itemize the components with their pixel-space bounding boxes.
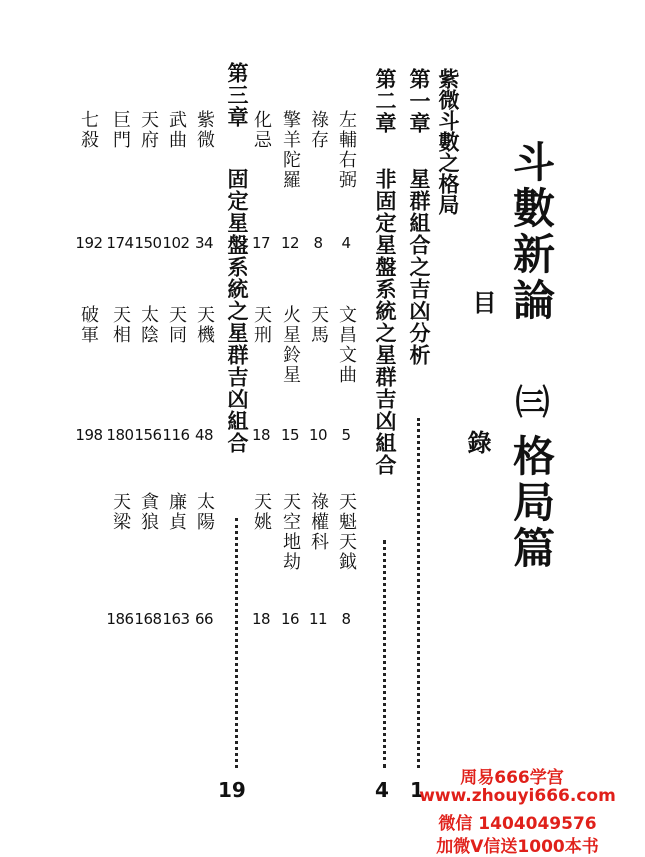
ch2-page-18a: 18 — [251, 426, 271, 444]
ch2-item-擎羊陀羅: 擎羊陀羅 — [280, 110, 301, 190]
ch3-item-巨門: 巨門 — [110, 110, 131, 150]
ch2-page-12: 12 — [280, 234, 300, 252]
ch3-item-天梁: 天梁 — [110, 492, 131, 532]
ch2-page-8a: 8 — [341, 610, 351, 628]
ch2-page-10: 10 — [308, 426, 328, 444]
chapter1-page: 1 — [410, 778, 424, 802]
chapter2-page: 4 — [375, 778, 389, 802]
ch3-item-貪狼: 貪狼 — [138, 492, 159, 532]
ch3-item-武曲: 武曲 — [166, 110, 187, 150]
chapter3-leader — [235, 518, 238, 768]
chapter2-leader — [383, 540, 386, 768]
ch2-page-5: 5 — [341, 426, 351, 444]
ch2-item-天姚: 天姚 — [251, 492, 272, 532]
chapter1-leader — [417, 418, 420, 768]
chapter3-page: 19 — [218, 778, 246, 802]
toc-heading-lu: 錄 — [463, 430, 491, 454]
ch3-item-七殺: 七殺 — [78, 110, 99, 150]
ch3-page-34: 34 — [194, 234, 214, 252]
ch3-page-48: 48 — [194, 426, 214, 444]
chapter1-title: 星群組合之吉凶分析 — [407, 168, 431, 366]
ch3-item-天府: 天府 — [138, 110, 159, 150]
ch3-item-天相: 天相 — [110, 305, 131, 345]
ch2-page-8b: 8 — [313, 234, 323, 252]
ch3-page-163: 163 — [162, 610, 190, 628]
watermark-line2: www.zhouyi666.com — [419, 786, 616, 806]
ch3-page-156: 156 — [134, 426, 162, 444]
book-title: 斗數新論 — [507, 140, 556, 324]
chapter1-label: 第一章 — [407, 68, 431, 134]
ch3-page-192: 192 — [75, 234, 103, 252]
ch2-page-16: 16 — [280, 610, 300, 628]
ch2-item-天刑: 天刑 — [251, 305, 272, 345]
ch3-page-198: 198 — [75, 426, 103, 444]
chapter1-section: 紫微斗數之格局 — [436, 68, 460, 215]
ch3-item-紫微: 紫微 — [194, 110, 215, 150]
ch3-page-186: 186 — [106, 610, 134, 628]
ch3-page-180: 180 — [106, 426, 134, 444]
ch3-page-168: 168 — [134, 610, 162, 628]
ch2-item-天馬: 天馬 — [308, 305, 329, 345]
watermark-line3: 微信 1404049576 — [438, 814, 597, 834]
ch2-item-文昌文曲: 文昌文曲 — [336, 305, 357, 385]
ch3-item-破軍: 破軍 — [78, 305, 99, 345]
ch2-page-18b: 18 — [251, 610, 271, 628]
ch3-page-102: 102 — [162, 234, 190, 252]
ch3-item-廉貞: 廉貞 — [166, 492, 187, 532]
ch3-page-66: 66 — [194, 610, 214, 628]
ch3-item-天機: 天機 — [194, 305, 215, 345]
book-subtitle: 格局篇 — [507, 434, 556, 572]
ch2-item-火星鈴星: 火星鈴星 — [280, 305, 301, 385]
ch2-page-11: 11 — [308, 610, 328, 628]
toc-heading-mu: 目 — [468, 290, 496, 314]
ch2-item-祿存: 祿存 — [308, 110, 329, 150]
ch2-page-17: 17 — [251, 234, 271, 252]
chapter3-title: 固定星盤系統之星群吉凶組合 — [225, 168, 249, 454]
ch2-item-左輔右弼: 左輔右弼 — [336, 110, 357, 190]
ch2-page-15: 15 — [280, 426, 300, 444]
ch2-item-化忌: 化忌 — [251, 110, 272, 150]
ch3-page-150: 150 — [134, 234, 162, 252]
ch3-item-天同: 天同 — [166, 305, 187, 345]
ch2-page-4: 4 — [341, 234, 351, 252]
ch2-item-天空地劫: 天空地劫 — [280, 492, 301, 572]
ch3-page-174: 174 — [106, 234, 134, 252]
ch3-item-太陽: 太陽 — [194, 492, 215, 532]
ch2-item-天魁天鉞: 天魁天鉞 — [336, 492, 357, 572]
volume-number: ㈢ — [509, 384, 549, 422]
chapter2-label: 第二章 — [373, 68, 397, 134]
watermark-line4: 加微V信送1000本书 — [436, 837, 599, 857]
watermark-line1: 周易666学宫 — [460, 768, 564, 788]
chapter3-label: 第三章 — [225, 62, 249, 128]
ch2-item-祿權科: 祿權科 — [308, 492, 329, 552]
ch3-item-太陰: 太陰 — [138, 305, 159, 345]
chapter2-title: 非固定星盤系統之星群吉凶組合 — [373, 168, 397, 476]
ch3-page-116: 116 — [162, 426, 190, 444]
